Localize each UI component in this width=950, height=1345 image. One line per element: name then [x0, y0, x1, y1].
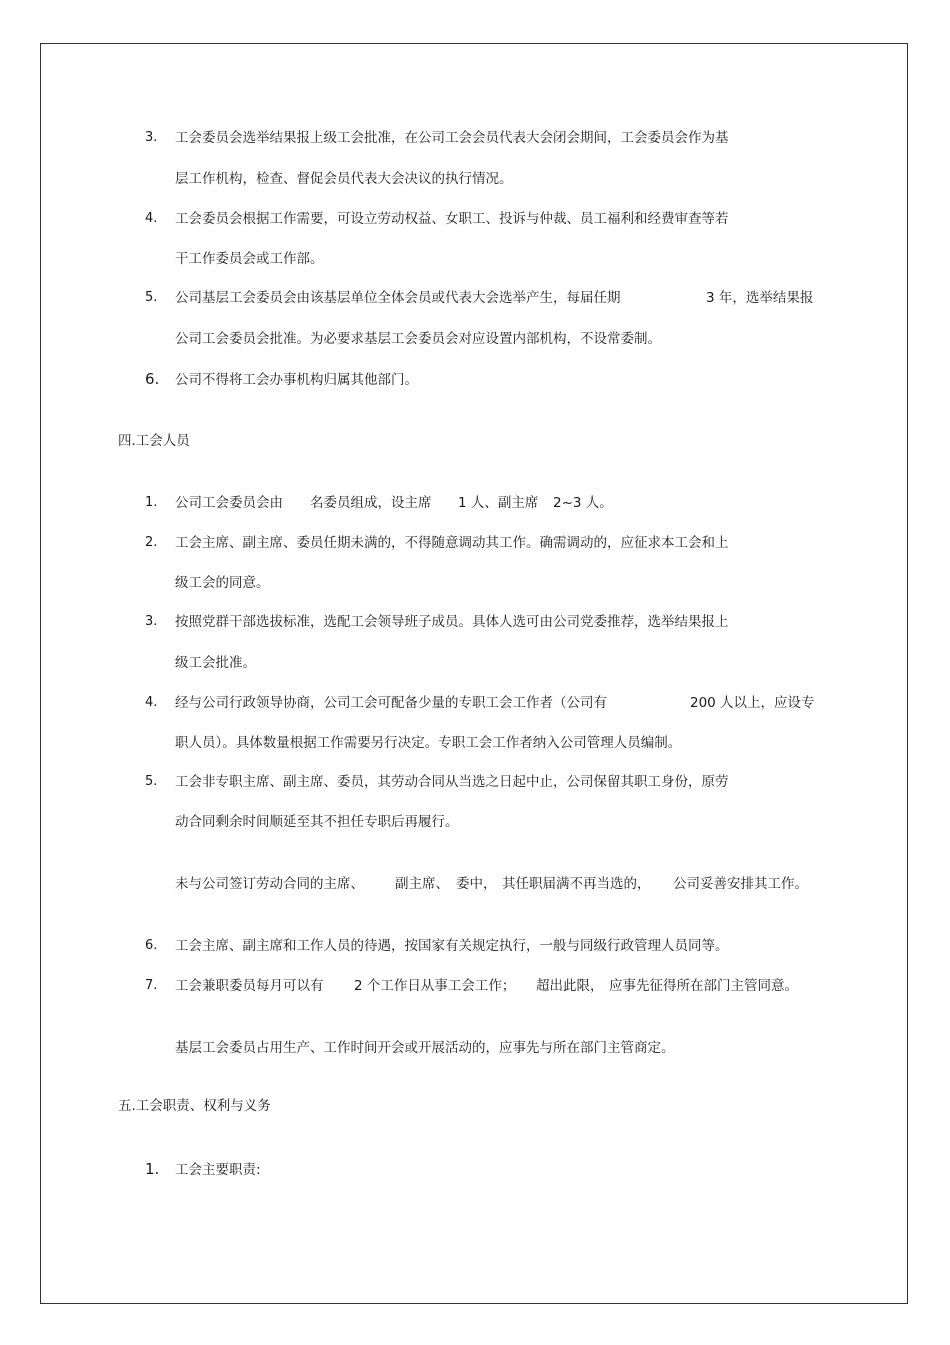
item-text: 职人员）。具体数量根据工作需要另行决定。专职工会工作者纳入公司管理人员编制。 [175, 735, 682, 751]
section-heading: 五.工会职责、权利与义务 [118, 1098, 271, 1114]
item-number: 3. [145, 130, 158, 145]
item-number: 5. [145, 774, 158, 789]
item-number: 2. [145, 535, 158, 550]
item-text: 应事先征得所在部门主管同意。 [609, 978, 798, 994]
item-text: 3 年，选举结果报 [706, 290, 814, 306]
section-heading: 四.工会人员 [118, 433, 190, 449]
item-number: 4. [145, 695, 158, 710]
item-text: 工会主席、副主席、委员任期未满的，不得随意调动其工作。确需调动的，应征求本工会和上 [175, 535, 729, 551]
item-text: 按照党群干部选拔标准，选配工会领导班子成员。具体人选可由公司党委推荐，选举结果报上 [175, 614, 729, 630]
item-text: 基层工会委员占用生产、工作时间开会或开展活动的，应事先与所在部门主管商定。 [175, 1040, 675, 1056]
item-text: 经与公司行政领导协商，公司工会可配备少量的专职工会工作者（公司有 [175, 695, 607, 711]
item-number: 3. [145, 614, 158, 629]
item-text: 级工会的同意。 [175, 575, 270, 591]
item-text: 副主席、 [395, 876, 449, 892]
item-number: 1. [145, 1160, 160, 1178]
item-text: 工会主席、副主席和工作人员的待遇，按国家有关规定执行，一般与同级行政管理人员同等。 [175, 938, 729, 954]
item-text: 公司不得将工会办事机构归属其他部门。 [175, 372, 418, 388]
item-text: 未与公司签订劳动合同的主席、 [175, 876, 364, 892]
item-text: 200 人以上，应设专 [690, 695, 815, 711]
item-text: 公司工会委员会批准。为必要求基层工会委员会对应设置内部机构，不设常委制。 [175, 331, 661, 347]
item-text: 工会主要职责: [175, 1162, 261, 1178]
item-text: 工会非专职主席、副主席、委员，其劳动合同从当选之日起中止，公司保留其职工身份，原劳 [175, 774, 729, 790]
item-number: 7. [145, 978, 158, 993]
item-text: 工会兼职委员每月可以有 [175, 978, 324, 994]
item-text: 委中， [456, 876, 497, 892]
item-text: 公司基层工会委员会由该基层单位全体会员或代表大会选举产生，每届任期 [175, 290, 621, 306]
item-text: 公司妥善安排其工作。 [673, 876, 808, 892]
item-text: 名委员组成，设主席 [310, 495, 432, 511]
item-text: 2 个工作日从事工会工作； [354, 978, 516, 994]
item-number: 5. [145, 290, 158, 305]
item-text: 1 人、副主席 [458, 495, 539, 511]
item-text: 其任职届满不再当选的， [502, 876, 651, 892]
item-text: 工会委员会选举结果报上级工会批准，在公司工会会员代表大会闭会期间，工会委员会作为基 [175, 130, 729, 146]
item-text: 级工会批准。 [175, 655, 256, 671]
item-text: 干工作委员会或工作部。 [175, 251, 324, 267]
item-number: 1. [145, 495, 158, 510]
item-text: 超出此限， [536, 978, 604, 994]
item-text: 动合同剩余时间顺延至其不担任专职后再履行。 [175, 814, 459, 830]
item-text: 公司工会委员会由 [175, 495, 283, 511]
item-number: 6. [145, 938, 158, 953]
item-text: 工会委员会根据工作需要，可设立劳动权益、女职工、投诉与仲裁、员工福利和经费审查等若 [175, 211, 729, 227]
item-text: 层工作机构，检查、督促会员代表大会决议的执行情况。 [175, 171, 513, 187]
item-number: 6. [145, 370, 160, 388]
item-number: 4. [145, 211, 158, 226]
item-text: 2~3 人。 [553, 495, 613, 511]
